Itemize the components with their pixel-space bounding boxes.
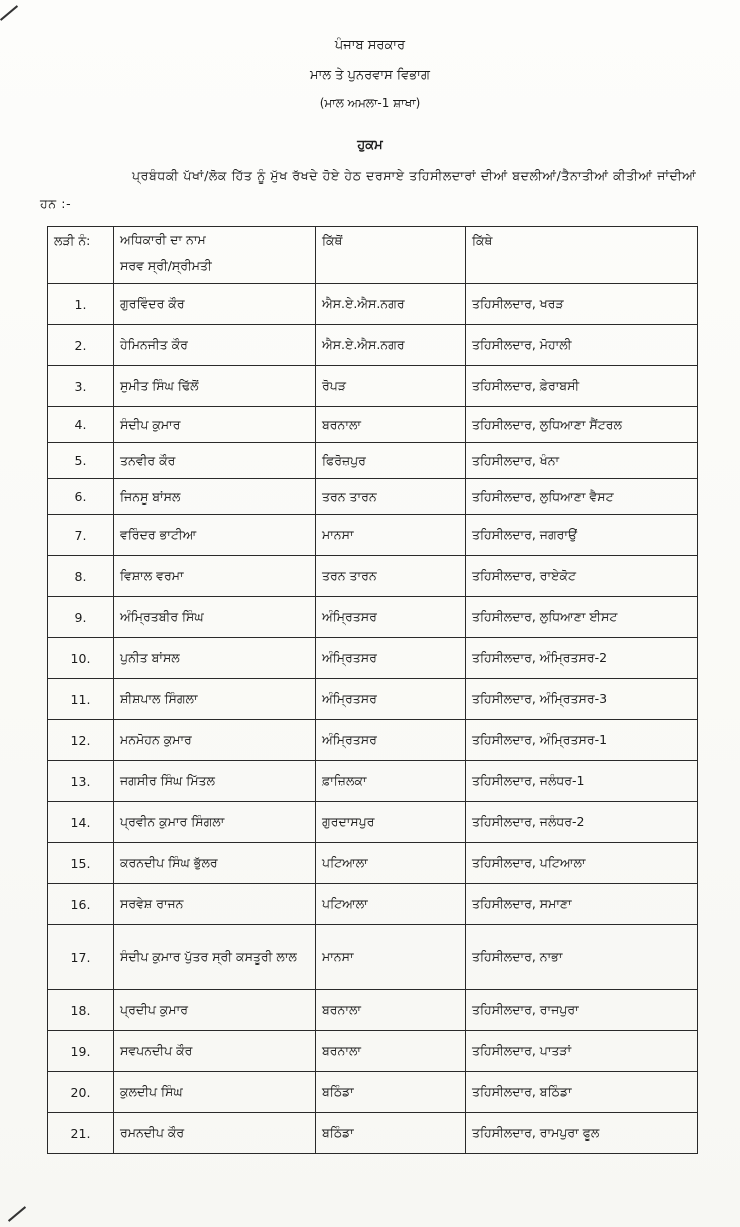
table-row [48, 515, 698, 556]
table-row [48, 1031, 698, 1072]
officer-name-cell: ਪ੍ਰਦੀਪ ਕੁਮਾਰ [114, 990, 316, 1031]
from-cell: ਬਰਨਾਲਾ [316, 1031, 466, 1072]
table-row [48, 597, 698, 638]
to-cell: ਤਹਿਸੀਲਦਾਰ, ਫ਼ੇਰਾਬਸੀ [466, 366, 698, 407]
from-cell: ਐਸ.ਏ.ਐਸ.ਨਗਰ [316, 325, 466, 366]
from-cell: ਤਰਨ ਤਾਰਨ [316, 479, 466, 515]
officer-name-cell: ਜਗਸੀਰ ਸਿੰਘ ਮਿੱਤਲ [114, 761, 316, 802]
officer-name-cell: ਪ੍ਰਵੀਨ ਕੁਮਾਰ ਸਿੰਗਲਾ [114, 802, 316, 843]
officer-name-cell: ਸੰਦੀਪ ਕੁਮਾਰ ਪੁੱਤਰ ਸ੍ਰੀ ਕਸਤੂਰੀ ਲਾਲ [114, 925, 316, 990]
from-cell: ਅੰਮ੍ਰਿਤਸਰ [316, 638, 466, 679]
from-cell: ਰੋਪੜ [316, 366, 466, 407]
from-cell: ਅੰਮ੍ਰਿਤਸਰ [316, 597, 466, 638]
officer-name-cell: ਹੇਮਿਨਜੀਤ ਕੌਰ [114, 325, 316, 366]
serial-cell: 20. [48, 1072, 114, 1113]
table-row [48, 638, 698, 679]
serial-cell: 7. [48, 515, 114, 556]
order-heading: ਹੁਕਮ [357, 138, 383, 153]
from-cell: ਬਰਨਾਲਾ [316, 990, 466, 1031]
header-serial: ਲੜੀ ਨੰ: [48, 227, 114, 284]
table-row [48, 843, 698, 884]
serial-cell: 15. [48, 843, 114, 884]
intro-paragraph: ਪ੍ਰਬੰਧਕੀ ਪੱਖਾਂ/ਲੋਕ ਹਿੱਤ ਨੂੰ ਮੁੱਖ ਰੱਖਦੇ ਹੋਏ ਹੇਠ ਦਰਸਾਏ ਤਹਿਸੀਲਦਾਰਾਂ ਦੀਆਂ ਬਦਲੀਆਂ/ਤੈਨਾਤੀਆਂ ਕੀਤੀਆਂ ਜਾਂਦੀਆਂ ਹਨ :- [40, 168, 697, 211]
table-row [48, 479, 698, 515]
from-cell: ਬਠਿੰਡਾ [316, 1072, 466, 1113]
to-cell: ਤਹਿਸੀਲਦਾਰ, ਰਾਏਕੋਟ [466, 556, 698, 597]
table-row [48, 884, 698, 925]
serial-cell: 2. [48, 325, 114, 366]
officer-name-cell: ਵਰਿੰਦਰ ਭਾਟੀਆ [114, 515, 316, 556]
officer-name-cell: ਵਿਸ਼ਾਲ ਵਰਮਾ [114, 556, 316, 597]
to-cell: ਤਹਿਸੀਲਦਾਰ, ਅੰਮ੍ਰਿਤਸਰ-1 [466, 720, 698, 761]
serial-cell: 6. [48, 479, 114, 515]
serial-cell: 5. [48, 443, 114, 479]
officer-name-cell: ਜਿਨਸੂ ਬਾਂਸਲ [114, 479, 316, 515]
header-from: ਕਿੱਥੋਂ [316, 227, 466, 284]
serial-cell: 1. [48, 284, 114, 325]
from-cell: ਪਟਿਆਲਾ [316, 884, 466, 925]
to-cell: ਤਹਿਸੀਲਦਾਰ, ਰਾਮਪੁਰਾ ਫੂਲ [466, 1113, 698, 1154]
to-cell: ਤਹਿਸੀਲਦਾਰ, ਖਰੜ [466, 284, 698, 325]
from-cell: ਬਰਨਾਲਾ [316, 407, 466, 443]
to-cell: ਤਹਿਸੀਲਦਾਰ, ਮੋਹਾਲੀ [466, 325, 698, 366]
serial-cell: 16. [48, 884, 114, 925]
from-cell: ਪਟਿਆਲਾ [316, 843, 466, 884]
to-cell: ਤਹਿਸੀਲਦਾਰ, ਸਮਾਣਾ [466, 884, 698, 925]
officer-name-cell: ਸਰਵੇਸ਼ ਰਾਜਨ [114, 884, 316, 925]
to-cell: ਤਹਿਸੀਲਦਾਰ, ਬਠਿੰਡਾ [466, 1072, 698, 1113]
table-row [48, 556, 698, 597]
table-row [48, 679, 698, 720]
serial-cell: 18. [48, 990, 114, 1031]
table-row [48, 925, 698, 990]
table-row [48, 761, 698, 802]
officer-name-cell: ਪੁਨੀਤ ਬਾਂਸਲ [114, 638, 316, 679]
from-cell: ਗੁਰਦਾਸਪੁਰ [316, 802, 466, 843]
officer-name-cell: ਕੁਲਦੀਪ ਸਿੰਘ [114, 1072, 316, 1113]
from-cell: ਤਰਨ ਤਾਰਨ [316, 556, 466, 597]
header-officer-name-line2: ਸਰਵ ਸ੍ਰੀ/ਸ੍ਰੀਮਤੀ [120, 258, 212, 273]
table-row [48, 366, 698, 407]
scan-corner-mark [8, 1206, 26, 1222]
officer-name-cell: ਸਵਪਨਦੀਪ ਕੌਰ [114, 1031, 316, 1072]
from-cell: ਫਿਰੋਜ਼ਪੁਰ [316, 443, 466, 479]
to-cell: ਤਹਿਸੀਲਦਾਰ, ਨਾਭਾ [466, 925, 698, 990]
to-cell: ਤਹਿਸੀਲਦਾਰ, ਜਲੰਧਰ-1 [466, 761, 698, 802]
to-cell: ਤਹਿਸੀਲਦਾਰ, ਪਟਿਆਲਾ [466, 843, 698, 884]
to-cell: ਤਹਿਸੀਲਦਾਰ, ਪਾਤੜਾਂ [466, 1031, 698, 1072]
table-row [48, 1072, 698, 1113]
serial-cell: 4. [48, 407, 114, 443]
government-title: ਪੰਜਾਬ ਸਰਕਾਰ [334, 38, 406, 53]
table-row [48, 802, 698, 843]
table-row [48, 407, 698, 443]
table-row [48, 990, 698, 1031]
department-title: ਮਾਲ ਤੇ ਪੁਨਰਵਾਸ ਵਿਭਾਗ [310, 68, 430, 83]
officer-name-cell: ਸੁਮੀਤ ਸਿੰਘ ਢਿੱਲੋਂ [114, 366, 316, 407]
officer-name-cell: ਤਨਵੀਰ ਕੌਰ [114, 443, 316, 479]
serial-cell: 3. [48, 366, 114, 407]
table-row [48, 1113, 698, 1154]
from-cell: ਅੰਮ੍ਰਿਤਸਰ [316, 720, 466, 761]
to-cell: ਤਹਿਸੀਲਦਾਰ, ਰਾਜਪੁਰਾ [466, 990, 698, 1031]
table-header-row [48, 227, 698, 284]
serial-cell: 19. [48, 1031, 114, 1072]
transfer-table [47, 226, 698, 1154]
serial-cell: 10. [48, 638, 114, 679]
table-row [48, 720, 698, 761]
branch-title: (ਮਾਲ ਅਮਲਾ-1 ਸ਼ਾਖਾ) [319, 96, 421, 110]
from-cell: ਬਠਿੰਡਾ [316, 1113, 466, 1154]
serial-cell: 12. [48, 720, 114, 761]
officer-name-cell: ਸੰਦੀਪ ਕੁਮਾਰ [114, 407, 316, 443]
to-cell: ਤਹਿਸੀਲਦਾਰ, ਖੰਨਾ [466, 443, 698, 479]
serial-cell: 9. [48, 597, 114, 638]
officer-name-cell: ਰਮਨਦੀਪ ਕੌਰ [114, 1113, 316, 1154]
serial-cell: 17. [48, 925, 114, 990]
from-cell: ਫ਼ਾਜ਼ਿਲਕਾ [316, 761, 466, 802]
serial-cell: 8. [48, 556, 114, 597]
serial-cell: 21. [48, 1113, 114, 1154]
officer-name-cell: ਕਰਨਦੀਪ ਸਿੰਘ ਭੁੱਲਰ [114, 843, 316, 884]
to-cell: ਤਹਿਸੀਲਦਾਰ, ਅੰਮ੍ਰਿਤਸਰ-2 [466, 638, 698, 679]
from-cell: ਐਸ.ਏ.ਐਸ.ਨਗਰ [316, 284, 466, 325]
header-officer-name [114, 227, 316, 284]
table-row [48, 443, 698, 479]
serial-cell: 11. [48, 679, 114, 720]
officer-name-cell: ਗੁਰਵਿੰਦਰ ਕੌਰ [114, 284, 316, 325]
header-to: ਕਿੱਥੇ [466, 227, 698, 284]
table-row [48, 284, 698, 325]
to-cell: ਤਹਿਸੀਲਦਾਰ, ਅੰਮ੍ਰਿਤਸਰ-3 [466, 679, 698, 720]
from-cell: ਮਾਨਸਾ [316, 925, 466, 990]
scan-corner-mark [0, 5, 18, 21]
to-cell: ਤਹਿਸੀਲਦਾਰ, ਲੁਧਿਆਣਾ ਵੈਸਟ [466, 479, 698, 515]
to-cell: ਤਹਿਸੀਲਦਾਰ, ਜਲੰਧਰ-2 [466, 802, 698, 843]
to-cell: ਤਹਿਸੀਲਦਾਰ, ਜਗਰਾਉਂ [466, 515, 698, 556]
serial-cell: 13. [48, 761, 114, 802]
officer-name-cell: ਸ਼ੀਸ਼ਪਾਲ ਸਿੰਗਲਾ [114, 679, 316, 720]
officer-name-cell: ਮਨਮੋਹਨ ਕੁਮਾਰ [114, 720, 316, 761]
officer-name-cell: ਅੰਮ੍ਰਿਤਬੀਰ ਸਿੰਘ [114, 597, 316, 638]
serial-cell: 14. [48, 802, 114, 843]
from-cell: ਮਾਨਸਾ [316, 515, 466, 556]
table-row [48, 325, 698, 366]
header-officer-name-line1: ਅਧਿਕਾਰੀ ਦਾ ਨਾਮ [120, 232, 206, 247]
to-cell: ਤਹਿਸੀਲਦਾਰ, ਲੁਧਿਆਣਾ ਸੈਂਟਰਲ [466, 407, 698, 443]
from-cell: ਅੰਮ੍ਰਿਤਸਰ [316, 679, 466, 720]
to-cell: ਤਹਿਸੀਲਦਾਰ, ਲੁਧਿਆਣਾ ਈਸਟ [466, 597, 698, 638]
